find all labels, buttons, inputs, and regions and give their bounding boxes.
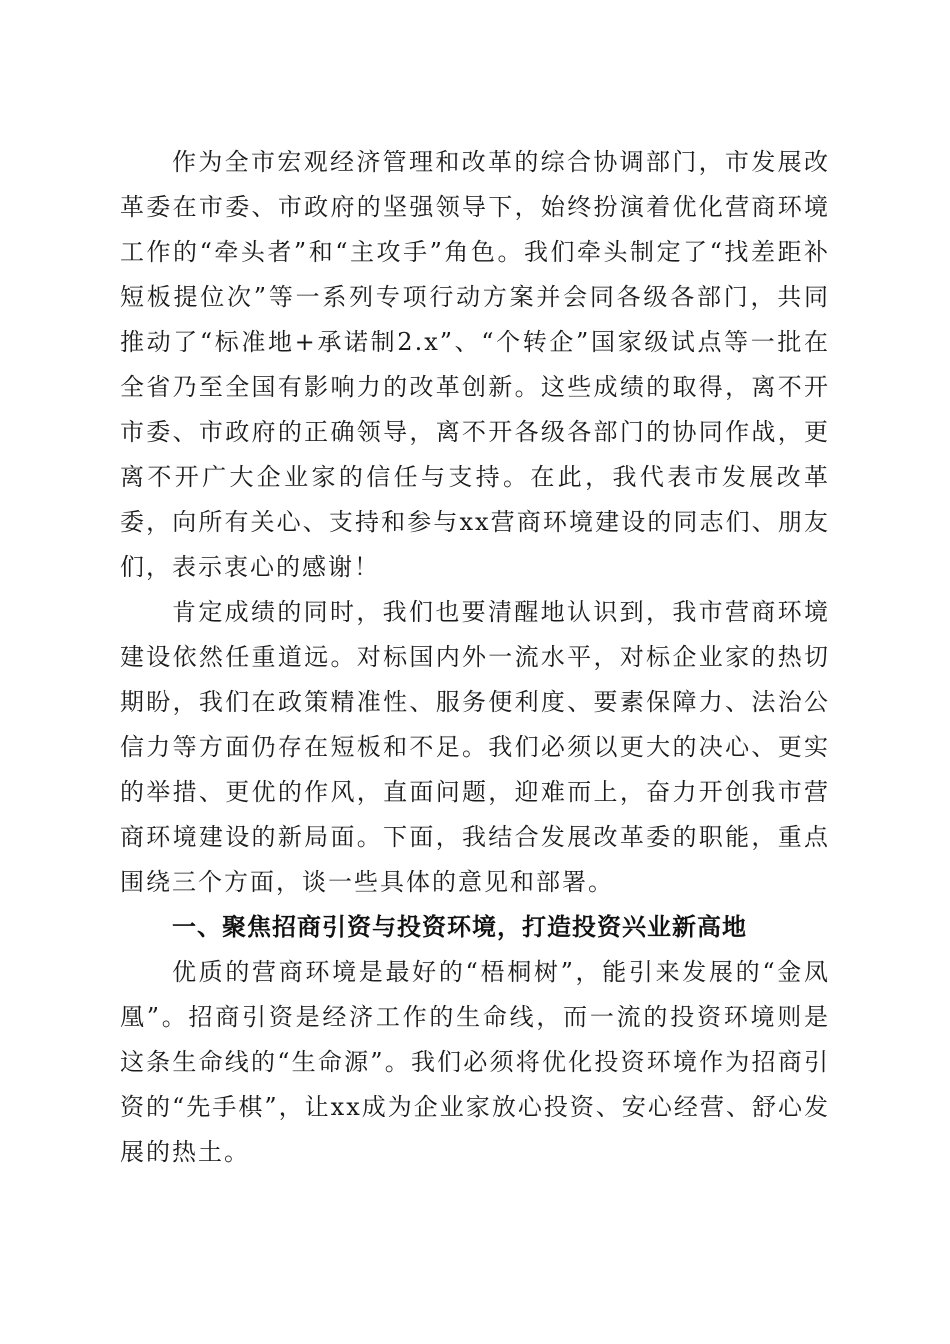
document-body (120, 140, 830, 1175)
paragraph-investment-environment: 优质的营商环境是最好的“梧桐树”，能引来发展的“金凤凰”。招商引资是经济工作的生命线，而一流的投资环境则是这条生命线的“生命源”。我们必须将优化投资环境作为招商引资的“先手棋”，让xx成为企业家放心投资、安心经营、舒心发展的热土。 (120, 958, 830, 1166)
paragraph-challenges: 肯定成绩的同时，我们也要清醒地认识到，我市营商环境建设依然任重道远。对标国内外一流水平，对标企业家的热切期盼，我们在政策精准性、服务便利度、要素保障力、法治公信力等方面仍存在短板和不足。我们必须以更大的决心、更实的举措、更优的作风，直面问题，迎难而上，奋力开创我市营商环境建设的新局面。下面，我结合发展改革委的职能，重点围绕三个方面，谈一些具体的意见和部署。 (120, 598, 830, 896)
section-heading: 一、聚焦招商引资与投资环境，打造投资兴业新高地 (172, 913, 747, 941)
paragraph-acknowledgement: 作为全市宏观经济管理和改革的综合协调部门，市发展改革委在市委、市政府的坚强领导下，始终扮演着优化营商环境工作的“牵头者”和“主攻手”角色。我们牵头制定了“找差距补短板提位次”等一系列专项行动方案并会同各级各部门，共同推动了“标准地+承诺制2.x”、“个转企”国家级试点等一批在全省乃至全国有影响力的改革创新。这些成绩的取得，离不开市委、市政府的正确领导，离不开各级各部门的协同作战，更离不开广大企业家的信任与支持。在此，我代表市发展改革委，向所有关心、支持和参与xx营商环境建设的同志们、朋友们，表示衷心的感谢！ (120, 148, 830, 581)
